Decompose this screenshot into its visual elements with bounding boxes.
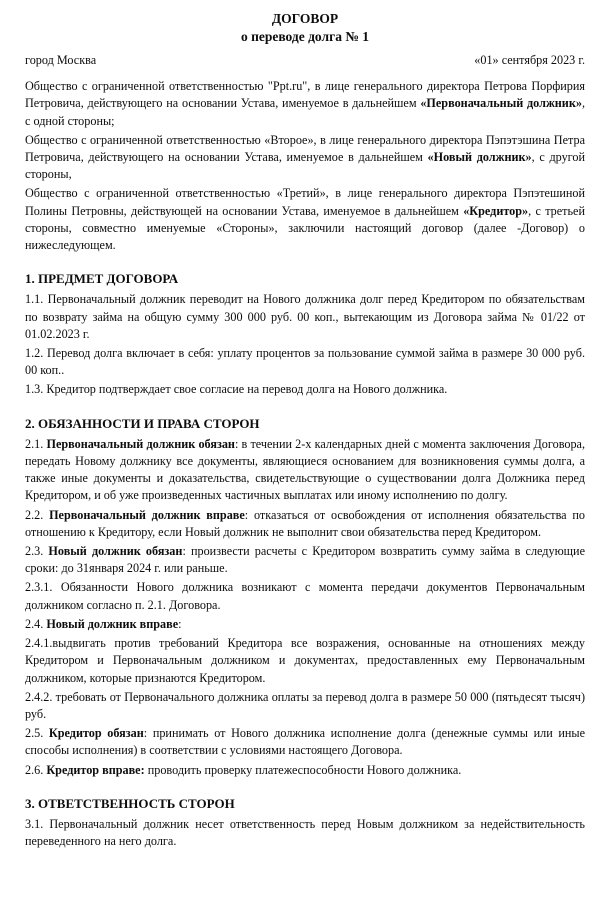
clause-1-1 (25, 291, 585, 343)
text-run: Общество с ограниченной ответственностью "Ppt.ru", в лице генерального директора Петрова Порфирия Петровича, действующего на основании Устава, именуемое в дальнейшем (25, 79, 585, 111)
text-run: Общество с ограниченной ответственностью «Третий», в лице генерального директора Пэпэтешиной Полины Петровны, действующей на основании Устава, именуемое в дальнейшем (25, 186, 585, 218)
clause-2-6 (25, 762, 585, 779)
bold-term: Новый должник вправе (46, 616, 179, 631)
document-title: ДОГОВОР (271, 11, 339, 26)
bold-term: «Первоначальный должник» (420, 96, 582, 111)
preamble-creditor (25, 185, 585, 254)
text-run: : произвести расчеты с Кредитором возвратить сумму займа в следующие сроки: до 31января 2024 г. или раньше. (25, 544, 585, 576)
text-run: 2.1. (25, 436, 47, 451)
bold-term: Кредитор вправе: (46, 762, 145, 777)
bold-term: Первоначальный должник обязан (46, 436, 235, 451)
text-run: 1.2. Перевод долга включает в себя: уплату процентов за пользование суммой займа в размере 30 000 руб. 00 коп.. (25, 346, 585, 378)
clause-3-1 (25, 816, 585, 850)
bold-term: «Кредитор» (463, 203, 529, 218)
clause-2-3-1 (25, 579, 585, 613)
text-run: , с другой стороны, (25, 150, 585, 182)
text-run: 2.2. (25, 507, 50, 522)
section-3-heading: 3. ОТВЕТСТВЕННОСТЬ СТОРОН (25, 795, 235, 811)
document-subtitle: о переводе долга № 1 (240, 29, 370, 44)
clause-2-5 (25, 725, 585, 759)
text-run: : принимать от Нового должника исполнение долга (денежные суммы или иные способы исполнения) в соответствии с условиями настоящего Договора. (25, 726, 585, 758)
clause-2-4 (25, 616, 585, 633)
document-city: город Москва (25, 53, 97, 67)
text-run: 2.6. (25, 762, 47, 777)
text-run: 2.3. (25, 544, 49, 559)
bold-term: «Новый должник» (427, 150, 532, 165)
clause-2-4-1 (25, 635, 585, 687)
clause-1-2 (25, 345, 585, 379)
text-run: 2.4.1.выдвигать против требований Кредитора все возражения, основанные на отношениях между Кредитором и Первоначальным должником и документах, предоставленных ему Первоначальным должником, которые признаются Кредитором. (25, 636, 585, 685)
text-run: 1.3. Кредитор подтверждает свое согласие на перевод долга на Нового должника. (25, 382, 448, 397)
clause-1-3 (25, 381, 585, 398)
section-1-heading: 1. ПРЕДМЕТ ДОГОВОРА (25, 271, 179, 287)
bold-term: Кредитор обязан (48, 726, 144, 741)
preamble-original-debtor (25, 78, 585, 130)
clause-2-4-2 (25, 689, 585, 723)
clause-2-2 (25, 507, 585, 541)
bold-term: Первоначальный должник вправе (49, 507, 245, 522)
clause-2-3 (25, 543, 585, 577)
text-run: 2.4.2. требовать от Первоначального должника оплаты за перевод долга в размере 50 000 (пятьдесят тысяч) руб. (25, 689, 585, 721)
text-run: 2.3.1. Обязанности Нового должника возникают с момента передачи документов Первоначальным должником согласно п. 2.1. Договора. (25, 580, 585, 612)
bold-term: Новый должник обязан (48, 544, 183, 559)
meta-row (25, 52, 585, 69)
text-run: , с третьей стороны, совместно именуемые «Стороны», заключили настоящий договор (далее -Договор) о нижеследующем. (25, 203, 585, 253)
text-run: : в течении 2-х календарных дней с момента заключения Договора, передать Новому должнику все документы, являющиеся основанием для возникновения суммы долга, а также иные документы и доказательства, свидетельствующие о существовании долга Должника перед Кредитором, и об уже произведенных частичных выплатах или иному исполнению по долгу. (25, 436, 586, 503)
text-run: 2.4. (25, 616, 47, 631)
section-2-heading: 2. ОБЯЗАННОСТИ И ПРАВА СТОРОН (25, 415, 260, 431)
text-run: 2.5. (25, 726, 49, 741)
text-run: , с одной стороны; (25, 96, 585, 128)
text-run: : (178, 616, 182, 631)
text-run: Общество с ограниченной ответственностью «Второе», в лице генерального директора Пэпэтэшина Петра Петровича, действующего на основании Устава, именуемое в дальнейшем (25, 132, 585, 165)
text-run: 1.1. Первоначальный должник переводит на Нового должника долг перед Кредитором по обязательствам по возврату займа на общую сумму 300 000 руб. 00 коп., вытекающим из Договора займа № 01/22 от 01.02.2023 г. (25, 292, 585, 341)
preamble-new-debtor (25, 132, 585, 184)
text-run: 3.1. Первоначальный должник несет ответственность перед Новым должником за недействительность переведенного на него долга. (25, 816, 585, 849)
text-run: проводить проверку платежеспособности Нового должника. (144, 762, 462, 777)
clause-2-1 (25, 436, 585, 505)
text-run: : отказаться от освобождения от исполнения обязательства по отношению к Кредитору, если Новый должник не выполнит свои обязательства перед Кредитором. (25, 507, 585, 539)
document-date: «01» сентября 2023 г. (474, 53, 585, 67)
